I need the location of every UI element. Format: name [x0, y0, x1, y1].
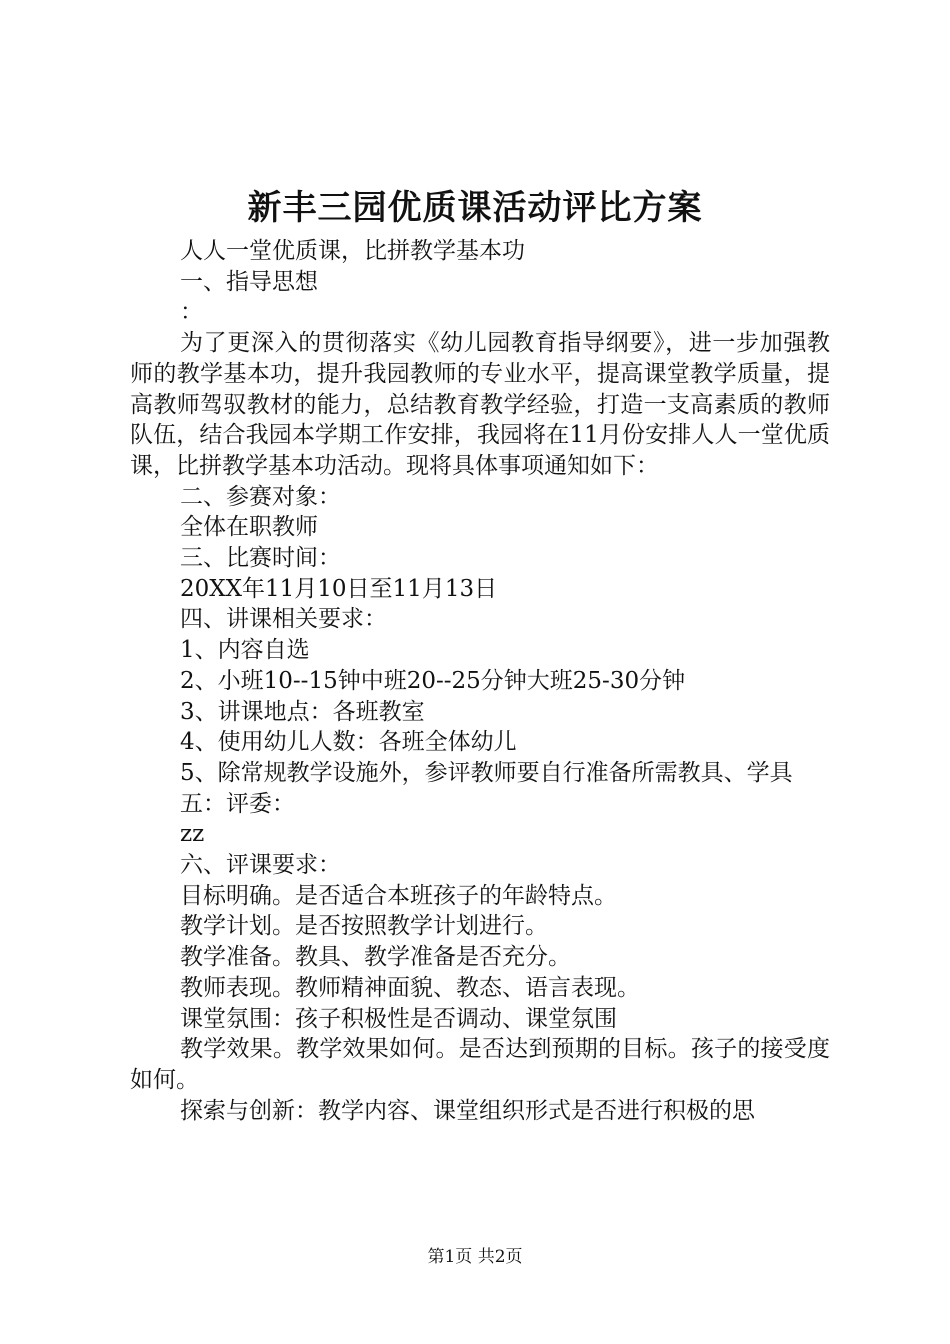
- subtitle-line: 人人一堂优质课，比拼教学基本功: [180, 238, 525, 264]
- document-title: 新丰三园优质课活动评比方案: [247, 188, 703, 228]
- requirement-item: 3、讲课地点：各班教室: [180, 698, 425, 725]
- section-heading-evaluation: 六、评课要求：: [180, 852, 341, 879]
- document-body: [130, 236, 830, 1126]
- evaluation-item: 目标明确。是否适合本班孩子的年龄特点。: [180, 882, 617, 909]
- participants-value: 全体在职教师: [180, 514, 318, 541]
- section-heading-judges: 五：评委：: [180, 790, 295, 817]
- evaluation-item: 课堂氛围：孩子积极性是否调动、课堂氛围: [180, 1005, 617, 1032]
- section-heading-guiding-idea: 一、指导思想: [180, 268, 318, 295]
- section-heading-requirements: 四、讲课相关要求：: [180, 606, 387, 633]
- judges-value: zz: [180, 821, 205, 848]
- evaluation-item: 教学效果。教学效果如何。是否达到预期的目标。孩子的接受度如何。: [130, 1036, 830, 1093]
- section-heading-participants: 二、参赛对象：: [180, 483, 341, 510]
- section-heading-time: 三、比赛时间：: [180, 545, 341, 572]
- requirement-item: 4、使用幼儿人数：各班全体幼儿: [180, 729, 517, 756]
- requirement-item: 5、除常规教学设施外，参评教师要自行准备所需教具、学具: [180, 759, 793, 786]
- evaluation-item: 探索与创新：教学内容、课堂组织形式是否进行积极的思: [180, 1097, 755, 1124]
- time-value: 20XX年11月10日至11月13日: [180, 575, 498, 602]
- page-footer: 第1页 共2页: [427, 1247, 523, 1267]
- evaluation-item: 教学计划。是否按照教学计划进行。: [180, 913, 548, 940]
- evaluation-item: 教学准备。教具、教学准备是否充分。: [180, 944, 571, 971]
- evaluation-item: 教师表现。教师精神面貌、教态、语言表现。: [180, 974, 640, 1001]
- colon-line: ：: [180, 299, 203, 326]
- intro-paragraph: 为了更深入的贯彻落实《幼儿园教育指导纲要》，进一步加强教师的教学基本功，提升我园教师的专业水平，提高课堂教学质量，提高教师驾驭教材的能力，总结教育教学经验，打造一支高素质的教师队伍，结合我园本学期工作安排，我园将在11月份安排人人一堂优质课，比拼教学基本功活动。现将具体事项通知如下：: [130, 330, 830, 479]
- requirement-item: 2、小班10--15钟中班20--25分钟大班25-30分钟: [180, 667, 686, 694]
- requirement-item: 1、内容自选: [180, 637, 310, 664]
